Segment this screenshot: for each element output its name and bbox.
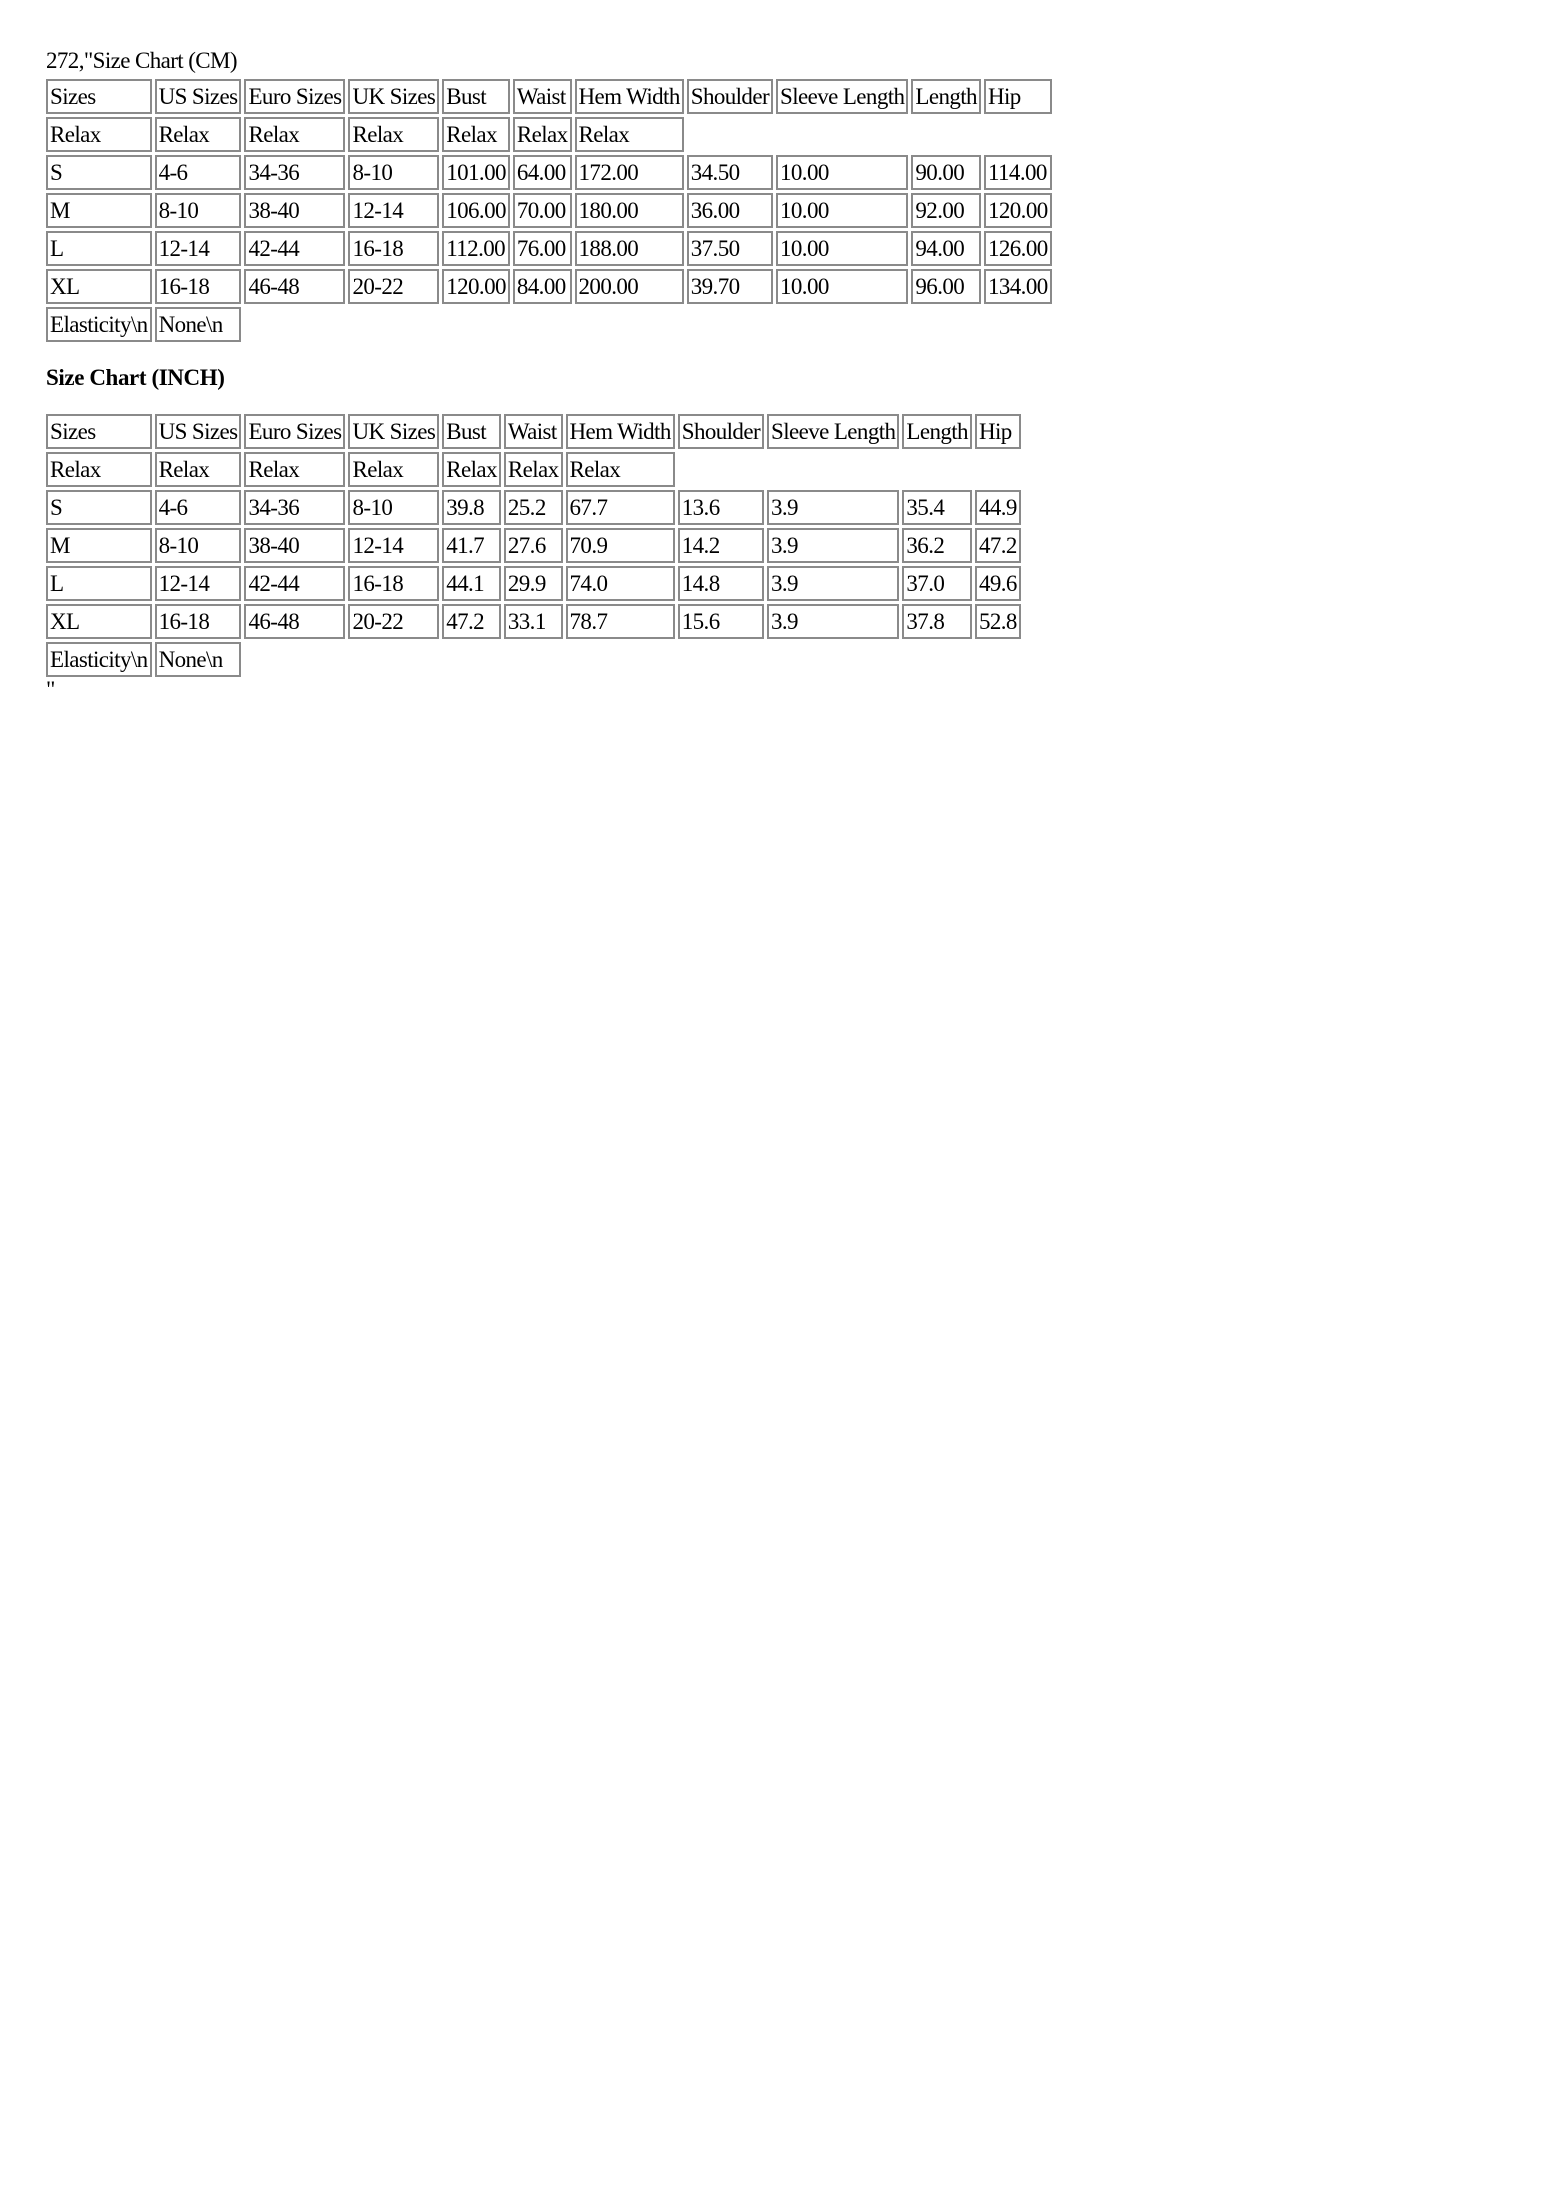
table-cell: 78.7 (566, 604, 675, 639)
table-cell: UK Sizes (348, 79, 439, 114)
table-cell: Shoulder (687, 79, 773, 114)
table-cell: 34.50 (687, 155, 773, 190)
cm-table-body (46, 79, 1052, 342)
table-cell: L (46, 566, 152, 601)
table-cell: Euro Sizes (244, 414, 345, 449)
size-chart-inch-table (43, 411, 1024, 680)
table-cell: 3.9 (767, 566, 899, 601)
table-cell: 38-40 (244, 528, 345, 563)
table-cell: 34-36 (244, 490, 345, 525)
table-cell: 3.9 (767, 490, 899, 525)
table-cell: Hem Width (566, 414, 675, 449)
table-cell: 33.1 (504, 604, 563, 639)
table-cell: 12-14 (155, 566, 242, 601)
table-cell: 112.00 (442, 231, 510, 266)
inch-table-body (46, 414, 1021, 677)
table-cell: 38-40 (244, 193, 345, 228)
table-cell: 44.9 (975, 490, 1021, 525)
table-cell: Relax (566, 452, 675, 487)
table-cell: 27.6 (504, 528, 563, 563)
table-cell: Sizes (46, 414, 152, 449)
table-row (46, 231, 1052, 266)
inch-chart-title: Size Chart (INCH) (46, 365, 225, 390)
table-cell: 67.7 (566, 490, 675, 525)
table-cell: Elasticity\n (46, 642, 152, 677)
table-row (46, 566, 1021, 601)
table-cell: 37.50 (687, 231, 773, 266)
table-cell: 10.00 (776, 193, 908, 228)
table-cell: 20-22 (348, 604, 439, 639)
table-cell: UK Sizes (348, 414, 439, 449)
table-cell: Relax (155, 452, 242, 487)
table-cell: 16-18 (348, 566, 439, 601)
table-cell: 39.8 (442, 490, 501, 525)
table-cell: 12-14 (348, 528, 439, 563)
table-cell: 46-48 (244, 604, 345, 639)
table-cell: 8-10 (155, 193, 242, 228)
table-cell: 12-14 (348, 193, 439, 228)
size-chart-cm-table (43, 76, 1055, 345)
table-cell: 10.00 (776, 231, 908, 266)
table-cell: US Sizes (155, 79, 242, 114)
table-cell: 76.00 (513, 231, 572, 266)
table-row (46, 269, 1052, 304)
table-cell: Relax (348, 117, 439, 152)
table-cell: Hem Width (575, 79, 684, 114)
table-cell: 84.00 (513, 269, 572, 304)
table-cell: 126.00 (984, 231, 1052, 266)
table-cell: 4-6 (155, 155, 242, 190)
table-cell: Relax (504, 452, 563, 487)
table-cell: Relax (348, 452, 439, 487)
elasticity-row (46, 642, 1021, 677)
table-cell: 29.9 (504, 566, 563, 601)
table-cell: 13.6 (678, 490, 764, 525)
table-cell: M (46, 193, 152, 228)
table-cell: 47.2 (442, 604, 501, 639)
table-cell: M (46, 528, 152, 563)
table-cell: 42-44 (244, 231, 345, 266)
table-cell: 16-18 (348, 231, 439, 266)
table-cell: 172.00 (575, 155, 684, 190)
fit-row (46, 452, 1021, 487)
table-cell: 41.7 (442, 528, 501, 563)
table-cell: 200.00 (575, 269, 684, 304)
table-cell: 12-14 (155, 231, 242, 266)
table-cell: 120.00 (984, 193, 1052, 228)
table-cell: 20-22 (348, 269, 439, 304)
table-cell: 39.70 (687, 269, 773, 304)
table-cell: 70.00 (513, 193, 572, 228)
table-cell: Hip (984, 79, 1052, 114)
elasticity-row (46, 307, 1052, 342)
table-cell: Relax (46, 452, 152, 487)
table-cell: 3.9 (767, 604, 899, 639)
table-cell: 92.00 (911, 193, 981, 228)
table-cell: Relax (513, 117, 572, 152)
table-cell: 35.4 (902, 490, 972, 525)
table-cell: 14.2 (678, 528, 764, 563)
table-cell: 8-10 (348, 490, 439, 525)
table-cell: 188.00 (575, 231, 684, 266)
intro-line: 272,"Size Chart (CM) (46, 48, 237, 73)
header-row (46, 79, 1052, 114)
table-cell: Length (911, 79, 981, 114)
table-row (46, 490, 1021, 525)
empty-cell (687, 117, 1052, 152)
table-cell: Relax (442, 452, 501, 487)
closing-quote: " (46, 677, 55, 702)
table-cell: Euro Sizes (244, 79, 345, 114)
table-cell: XL (46, 604, 152, 639)
table-cell: 74.0 (566, 566, 675, 601)
table-cell: 8-10 (155, 528, 242, 563)
table-cell: L (46, 231, 152, 266)
table-cell: Relax (244, 452, 345, 487)
table-cell: 47.2 (975, 528, 1021, 563)
header-row (46, 414, 1021, 449)
table-cell: Relax (46, 117, 152, 152)
table-cell: 37.8 (902, 604, 972, 639)
table-cell: Length (902, 414, 972, 449)
document-page (46, 46, 1055, 700)
table-cell: Relax (155, 117, 242, 152)
table-cell: Elasticity\n (46, 307, 152, 342)
table-cell: 3.9 (767, 528, 899, 563)
table-cell: Hip (975, 414, 1021, 449)
table-cell: 114.00 (984, 155, 1052, 190)
table-cell: 134.00 (984, 269, 1052, 304)
table-cell: 44.1 (442, 566, 501, 601)
table-cell: 10.00 (776, 269, 908, 304)
table-cell: 8-10 (348, 155, 439, 190)
table-cell: Sleeve Length (776, 79, 908, 114)
table-cell: Sizes (46, 79, 152, 114)
table-cell: Waist (513, 79, 572, 114)
table-cell: 36.00 (687, 193, 773, 228)
table-cell: Relax (244, 117, 345, 152)
table-cell: XL (46, 269, 152, 304)
table-cell: 120.00 (442, 269, 510, 304)
fit-row (46, 117, 1052, 152)
table-cell: 10.00 (776, 155, 908, 190)
table-cell: 101.00 (442, 155, 510, 190)
table-cell: 106.00 (442, 193, 510, 228)
table-cell: 49.6 (975, 566, 1021, 601)
table-cell: Relax (442, 117, 510, 152)
table-cell: US Sizes (155, 414, 242, 449)
table-cell: 52.8 (975, 604, 1021, 639)
table-cell: 34-36 (244, 155, 345, 190)
table-row (46, 604, 1021, 639)
empty-cell (678, 452, 1021, 487)
table-cell: 16-18 (155, 269, 242, 304)
table-cell: 70.9 (566, 528, 675, 563)
table-cell: 14.8 (678, 566, 764, 601)
table-cell: 46-48 (244, 269, 345, 304)
table-row (46, 193, 1052, 228)
table-cell: Bust (442, 79, 510, 114)
table-cell: 37.0 (902, 566, 972, 601)
table-cell: 15.6 (678, 604, 764, 639)
table-cell: 180.00 (575, 193, 684, 228)
table-cell: 94.00 (911, 231, 981, 266)
table-cell: 96.00 (911, 269, 981, 304)
table-cell: Bust (442, 414, 501, 449)
table-cell: Waist (504, 414, 563, 449)
table-cell: Relax (575, 117, 684, 152)
table-cell: S (46, 490, 152, 525)
table-cell: Shoulder (678, 414, 764, 449)
table-cell: 64.00 (513, 155, 572, 190)
table-cell: 36.2 (902, 528, 972, 563)
table-cell: S (46, 155, 152, 190)
table-cell: None\n (155, 307, 242, 342)
table-cell: 16-18 (155, 604, 242, 639)
table-cell: 90.00 (911, 155, 981, 190)
table-cell: None\n (155, 642, 242, 677)
table-row (46, 528, 1021, 563)
table-cell: Sleeve Length (767, 414, 899, 449)
table-cell: 25.2 (504, 490, 563, 525)
table-cell: 42-44 (244, 566, 345, 601)
table-cell: 4-6 (155, 490, 242, 525)
table-row (46, 155, 1052, 190)
